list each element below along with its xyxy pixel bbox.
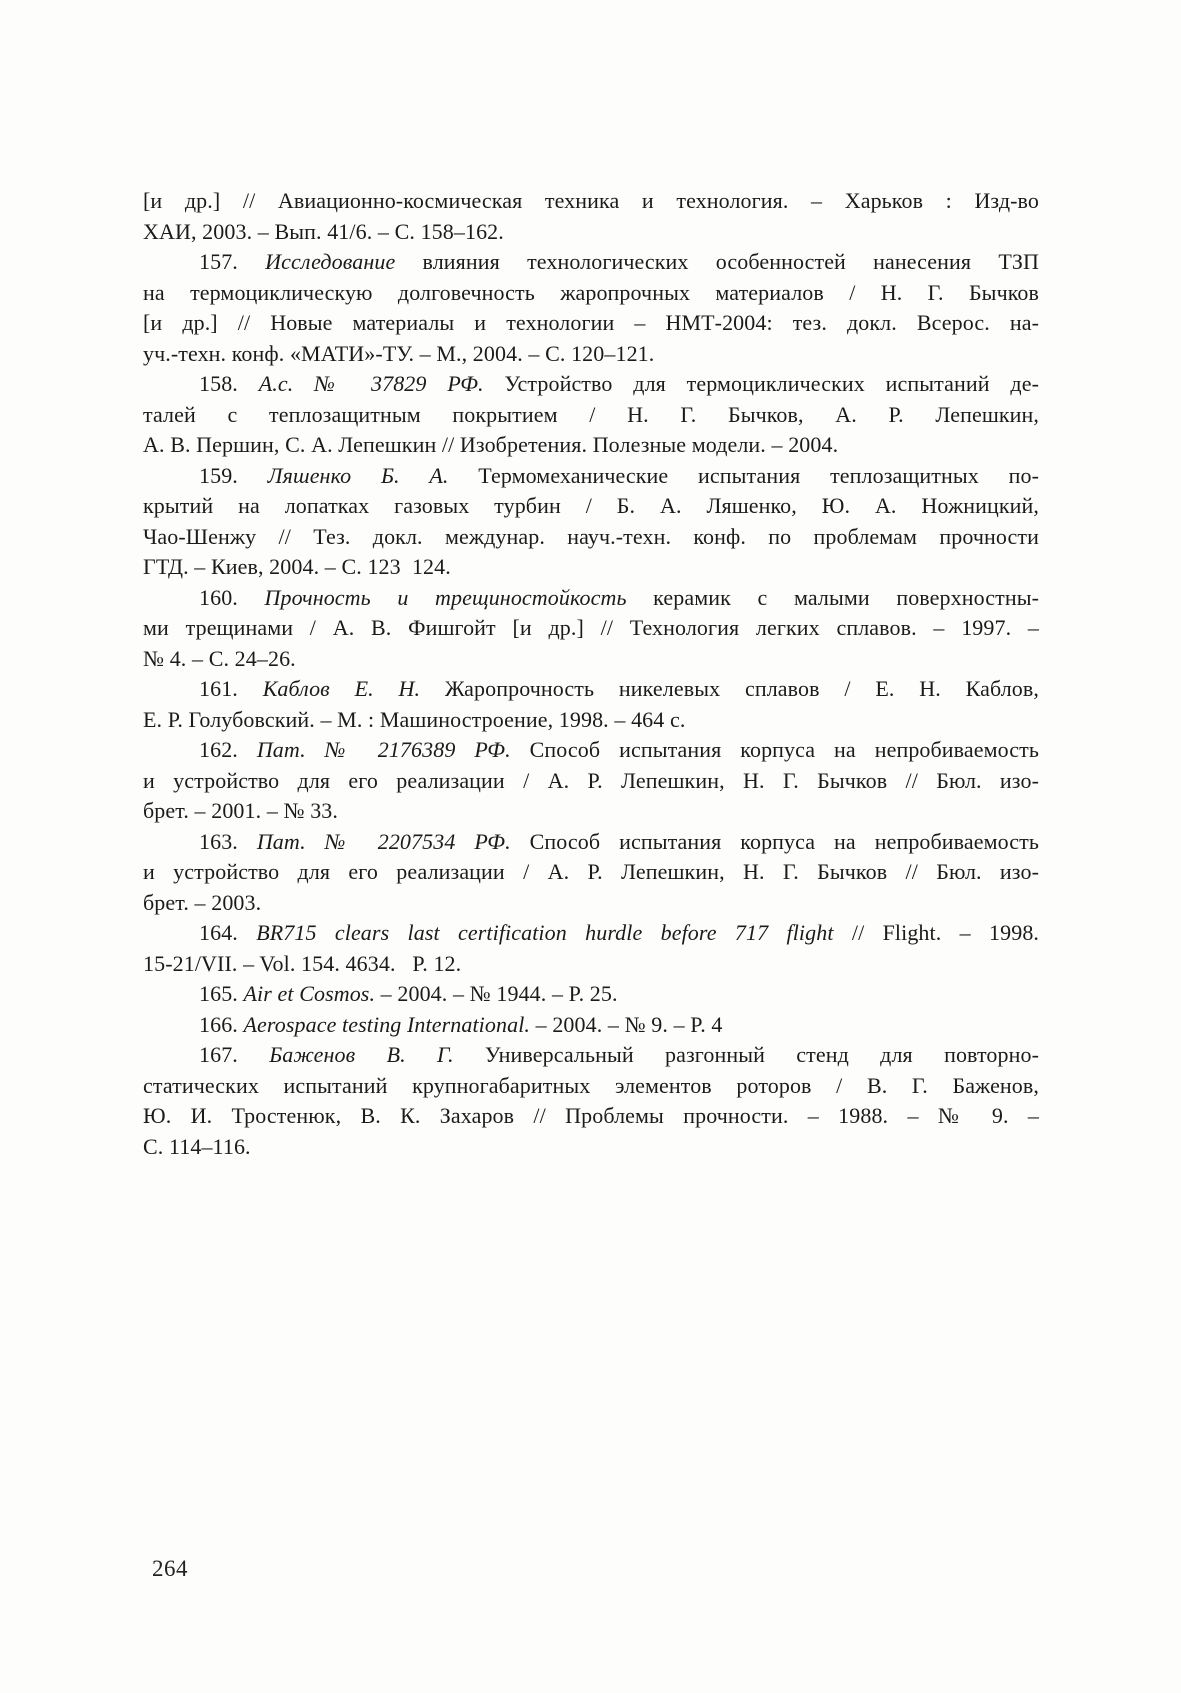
reference-line (143, 461, 1039, 492)
reference-text: статических испытаний крупногабаритных элементов роторов / В. Г. Баженов, (143, 1072, 1039, 1098)
reference-text: – 2004. – № 1944. – P. 25. (375, 981, 618, 1006)
reference-text: Способ испытания корпуса на непробиваемость (510, 828, 1039, 854)
reference-text: 157. (199, 249, 266, 274)
reference-text: влияния технологических особенностей нанесения ТЗП (395, 249, 1039, 274)
reference-line (143, 552, 1039, 583)
reference-text: на термоциклическую долговечность жаропрочных материалов / Н. Г. Бычков (143, 279, 1039, 305)
reference-text: брет. – 2003. (143, 889, 262, 915)
reference-text: С. 114–116. (143, 1133, 251, 1159)
reference-line (143, 1010, 1039, 1041)
reference-line (143, 247, 1039, 278)
reference-text: брет. – 2001. – № 33. (143, 798, 339, 823)
reference-line (143, 430, 1039, 461)
reference-line (143, 949, 1039, 980)
reference-line (143, 339, 1039, 370)
reference-line (143, 278, 1039, 309)
reference-text: 164. (199, 920, 257, 945)
reference-line (143, 857, 1039, 888)
reference-text: ХАИ, 2003. – Вып. 41/6. – С. 158–162. (143, 218, 504, 244)
reference-text: – 2004. – № 9. – P. 4 (530, 1011, 723, 1037)
reference-line (143, 217, 1039, 248)
reference-italic-text: Ляшенко Б. А. (267, 462, 449, 488)
reference-line (143, 888, 1039, 919)
reference-text: и устройство для его реализации / А. Р. Лепешкин, Н. Г. Бычков // Бюл. изо- (143, 767, 1039, 793)
reference-line (143, 644, 1039, 675)
reference-text: Е. Р. Голубовский. – М. : Машиностроение, 1998. – 464 с. (143, 706, 686, 732)
reference-line (143, 918, 1039, 949)
reference-text: 162. (199, 737, 257, 762)
reference-text: 160. (199, 584, 265, 610)
reference-line (143, 583, 1039, 614)
reference-italic-text: BR715 clears last certification hurdle before 717 flight (256, 920, 834, 945)
reference-text: [и др.] // Авиационно-космическая техника и технология. – Харьков : Изд-во (143, 188, 1039, 213)
reference-text: 165. (199, 981, 244, 1006)
reference-italic-text: А.с. № 37829 РФ. (258, 371, 484, 396)
reference-text: 159. (199, 462, 268, 488)
reference-text: 158. (199, 371, 259, 396)
reference-line (143, 796, 1039, 827)
reference-text: 163. (199, 828, 257, 854)
reference-text: 166. (199, 1011, 244, 1037)
reference-text: ГТД. – Киев, 2004. – С. 123 124. (143, 554, 451, 579)
reference-italic-text: Баженов В. Г. (269, 1042, 454, 1067)
reference-line (143, 491, 1039, 522)
reference-line (143, 735, 1039, 766)
reference-text: 15-21/VII. – Vol. 154. 4634. P. 12. (143, 950, 462, 976)
reference-line (143, 1132, 1039, 1163)
reference-text: Жаропрочность никелевых сплавов / Е. Н. Каблов, (420, 676, 1039, 701)
reference-line (143, 674, 1039, 705)
reference-line (143, 186, 1039, 217)
reference-line (143, 1040, 1039, 1071)
reference-text: Термомеханические испытания теплозащитных по- (448, 462, 1039, 488)
reference-italic-text: Пат. № 2207534 РФ. (256, 828, 511, 854)
reference-text: 161. (199, 676, 263, 701)
reference-text: ми трещинами / А. В. Фишгойт [и др.] // Технология легких сплавов. – 1997. – (143, 615, 1039, 640)
reference-text: Устройство для термоциклических испытаний де- (483, 371, 1040, 396)
reference-text: Способ испытания корпуса на непробиваемость (510, 737, 1039, 762)
page-number: 264 (152, 1556, 188, 1581)
reference-text: талей с теплозащитным покрытием / Н. Г. Бычков, А. Р. Лепешкин, (143, 401, 1039, 427)
reference-italic-text: Каблов Е. Н. (262, 676, 421, 701)
reference-line (143, 1071, 1039, 1102)
reference-line (143, 400, 1039, 431)
reference-line (143, 522, 1039, 553)
reference-text: // Flight. – 1998. (833, 920, 1040, 945)
reference-line (143, 827, 1039, 858)
reference-text: уч.-техн. конф. «МАТИ»-ТУ. – М., 2004. – С. 120–121. (143, 340, 655, 366)
reference-text: Универсальный разгонный стенд для повторно- (453, 1042, 1040, 1067)
reference-line (143, 766, 1039, 797)
reference-text: керамик с малыми поверхностны- (626, 584, 1040, 610)
reference-italic-text: Исследование (265, 249, 396, 274)
reference-text: Ю. И. Тростенюк, В. К. Захаров // Проблемы прочности. – 1988. – № 9. – (143, 1103, 1039, 1128)
reference-text: № 4. – С. 24–26. (143, 645, 296, 671)
reference-line (143, 613, 1039, 644)
bibliography (143, 186, 1039, 1162)
reference-text: крытий на лопатках газовых турбин / Б. А. Ляшенко, Ю. А. Ножницкий, (143, 493, 1039, 518)
reference-line (143, 369, 1039, 400)
reference-text: [и др.] // Новые материалы и технологии – НМТ-2004: тез. докл. Всерос. на- (143, 310, 1039, 335)
reference-line (143, 1101, 1039, 1132)
reference-italic-text: Air et Cosmos. (243, 981, 376, 1006)
reference-text: 167. (199, 1042, 270, 1067)
reference-line (143, 308, 1039, 339)
reference-text: А. В. Першин, С. А. Лепешкин // Изобретения. Полезные модели. – 2004. (143, 432, 839, 457)
reference-italic-text: Aerospace testing International. (243, 1011, 531, 1037)
reference-text: Чао-Шенжу // Тез. докл. междунар. науч.-техн. конф. по проблемам прочности (143, 523, 1039, 549)
reference-line (143, 705, 1039, 736)
reference-text: и устройство для его реализации / А. Р. Лепешкин, Н. Г. Бычков // Бюл. изо- (143, 859, 1039, 884)
reference-italic-text: Прочность и трещиностойкость (264, 584, 627, 610)
reference-line (143, 979, 1039, 1010)
reference-italic-text: Пат. № 2176389 РФ. (256, 737, 511, 762)
